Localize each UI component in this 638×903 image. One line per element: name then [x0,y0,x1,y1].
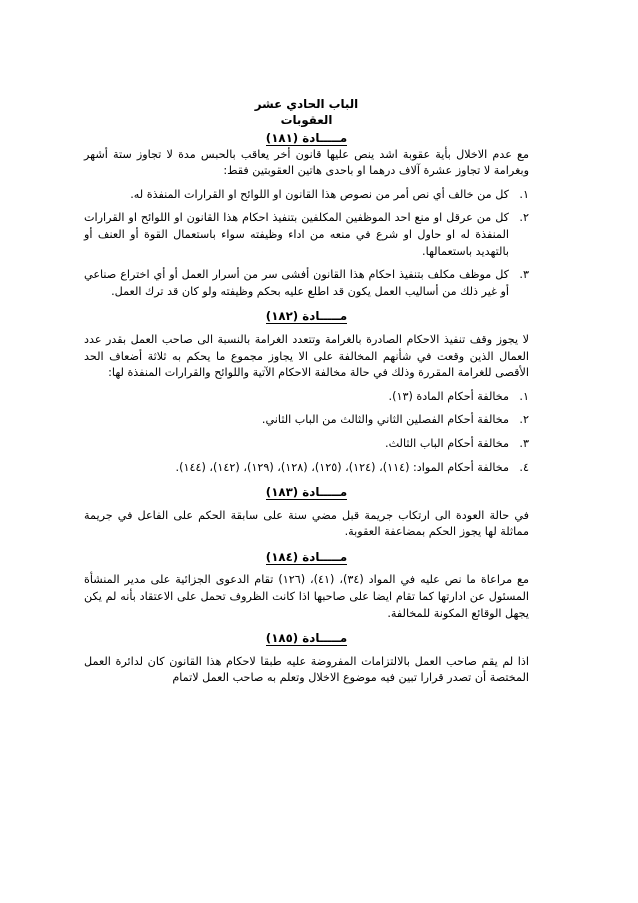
article-heading-185: مـــــادة (١٨٥) [265,631,348,646]
chapter-title: الباب الحادي عشر [254,97,359,111]
list-item: ٤. مخالفة أحكام المواد: (١١٤)، (١٢٤)، (١٢٥)، (١٢٨)، (١٢٩)، (١٤٢)، (١٤٤). [175,460,529,474]
article-183-intro: في حالة العودة الى ارتكاب جريمة قبل مضي سنة على سابقة الحكم على الفاعل في جريمة مماثلة لها يجوز الحكم بمضاعفة العقوبة. [84,508,529,539]
list-item: ١. كل من خالف أي نص أمر من نصوص هذا القانون او اللوائح او القرارات المنفذة له. [130,187,529,201]
article-181-intro: مع عدم الاخلال بأية عقوبة اشد ينص عليها قانون أخر يعاقب بالحبس مدة لا تجاوز ستة أشهر وبغرامة لا تجاوز عشرة آلاف درهما او باحدى هاتين العقوبتين فقط: [84,147,529,178]
article-heading-184: مـــــادة (١٨٤) [265,549,348,564]
list-item: ١. مخالفة أحكام المادة (١٣). [388,389,529,403]
article-184-intro: مع مراعاة ما نص عليه في المواد (٣٤)، (٤١)، (١٢٦) تقام الدعوى الجزائية على مدير المنشأة المسئول عن ادارتها كما تقام ايضا على صاحبها اذا كانت الظروف تحمل على الاعتقاد بأنه لم يكن يجهل الوقائع المكونة للمخالفة. [84,573,529,620]
article-181-list [84,187,529,301]
document-page [84,96,529,687]
article-185-intro: اذا لم يقم صاحب العمل بالالتزامات المفروضة عليه طبقا لاحكام هذا القانون كان لدائرة العمل المختصة أن تصدر قرارا تبين فيه موضوع الاخلال وتعلم به صاحب العمل لاتمام [84,654,529,685]
list-item: ٣. مخالفة أحكام الباب الثالث. [385,436,529,450]
list-item: ٢. مخالفة أحكام الفصلين الثاني والثالث من الباب الثاني. [261,413,529,427]
article-heading-182: مـــــادة (١٨٢) [265,309,348,324]
chapter-subtitle: العقوبات [280,113,333,127]
article-182-intro: لا يجوز وقف تنفيذ الاحكام الصادرة بالغرامة وتتعدد الغرامة بالنسبة الى صاحب العمل بقدر عدد العمال الذين وقعت في شأنهم المخالفة على الا يجاوز مجموع ما يحكم به ثلاثة أضعاف الحد الأقصى للغرامة المقررة وذلك في حالة مخالفة الاحكام الآتية واللوائح والقرارات المنفذة لها: [84,332,529,380]
list-item: ٣. كل موظف مكلف بتنفيذ احكام هذا القانون أفشى سر من أسرار العمل أو أي اختراع صناعي أو غير ذلك من أساليب العمل يكون قد اطلع عليه بحكم وظيفته ولو كان قد ترك العمل. [84,268,529,298]
article-182-list [84,389,529,476]
article-heading-181: مـــــادة (١٨١) [265,131,348,145]
article-heading-183: مـــــادة (١٨٣) [265,485,348,500]
list-item: ٢. كل من عرقل او منع احد الموظفين المكلفين بتنفيذ احكام هذا القانون او اللوائح او القرارات المنفذة له او حاول او شرع في منعه من اداء وظيفته سواء باستعمال القوة أو العنف أو بالتهديد باستعمالها. [84,211,529,258]
